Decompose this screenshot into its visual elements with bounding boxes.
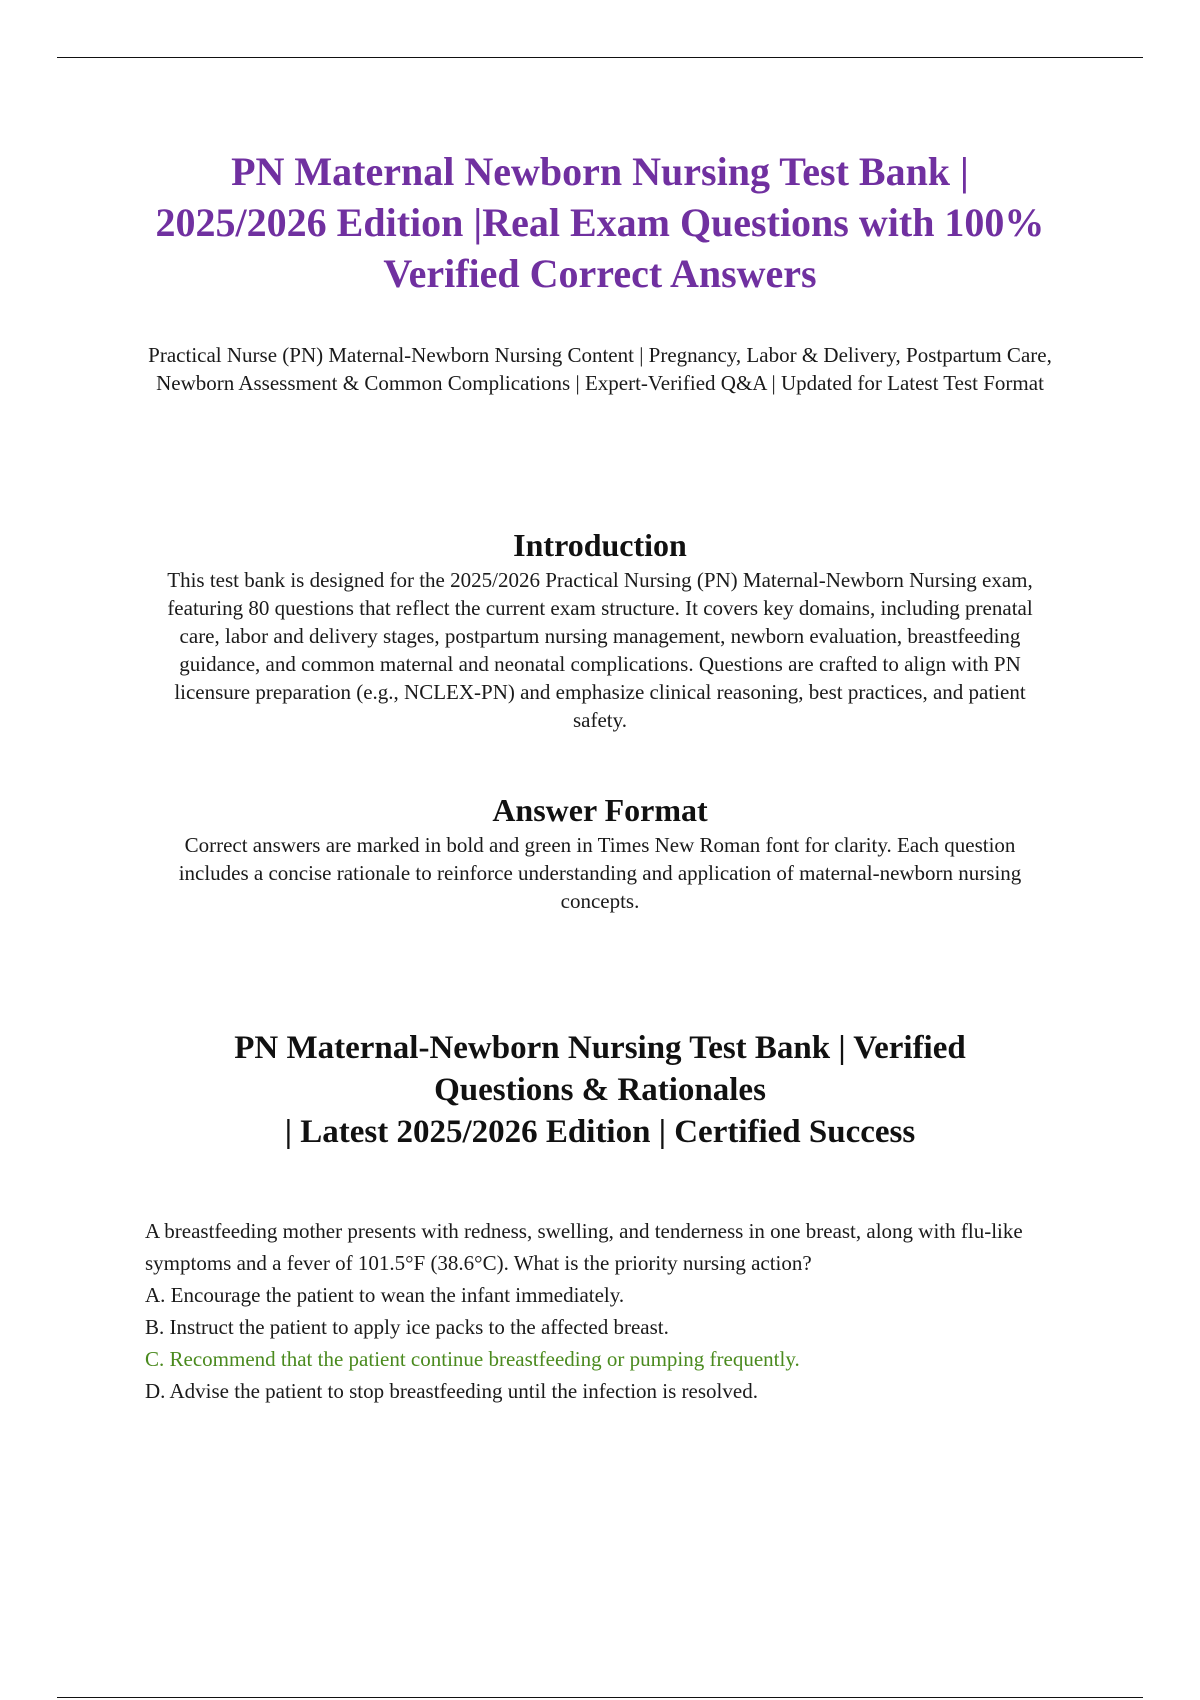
test-bank-title [170, 1027, 1030, 1153]
introduction-heading: Introduction [513, 527, 687, 563]
option-a: A. Encourage the patient to wean the infant immediately. [145, 1283, 625, 1307]
introduction-body: This test bank is designed for the 2025/2026 Practical Nursing (PN) Maternal-Newborn Nursing exam, featuring 80 questions that reflect the current exam structure. It covers key domains, including prenatal care, labor and delivery stages, postpartum nursing management, newborn evaluation, breastfeeding guidance, and common maternal and neonatal complications. Questions are crafted to align with PN licensure preparation (e.g., NCLEX-PN) and emphasize clinical reasoning, best practices, and patient safety. [167, 568, 1033, 732]
bottom-rule [57, 1697, 1143, 1698]
answer-format-body: Correct answers are marked in bold and green in Times New Roman font for clarity. Each question includes a concise rationale to reinforce understanding and application of maternal-newborn nursing concepts. [178, 833, 1022, 913]
option-b: B. Instruct the patient to apply ice packs to the affected breast. [145, 1315, 669, 1339]
test-bank-title-line-3: | Latest 2025/2026 Edition | Certified Success [284, 1114, 916, 1150]
answer-format-heading: Answer Format [492, 792, 708, 828]
top-rule [57, 57, 1143, 58]
option-d: D. Advise the patient to stop breastfeeding until the infection is resolved. [145, 1379, 758, 1403]
option-c-correct-answer: C. Recommend that the patient continue breastfeeding or pumping frequently. [145, 1347, 800, 1371]
answer-options [145, 1279, 1090, 1407]
test-bank-title-line-1: PN Maternal-Newborn Nursing Test Bank | Verified [234, 1030, 966, 1066]
document-title: PN Maternal Newborn Nursing Test Bank | 2025/2026 Edition |Real Exam Questions with 100% Verified Correct Answers [155, 149, 1045, 296]
question-stem: A breastfeeding mother presents with redness, swelling, and tenderness in one breast, along with flu-like symptoms and a fever of 101.5°F (38.6°C). What is the priority nursing action? [145, 1219, 1023, 1275]
test-bank-title-line-2: Questions & Rationales [434, 1072, 766, 1108]
document-subtitle: Practical Nurse (PN) Maternal-Newborn Nursing Content | Pregnancy, Labor & Delivery, Postpartum Care, Newborn Assessment & Common Complications | Expert-Verified Q&A | Updated for Latest Test Format [148, 343, 1052, 395]
question-1 [145, 1215, 1090, 1407]
